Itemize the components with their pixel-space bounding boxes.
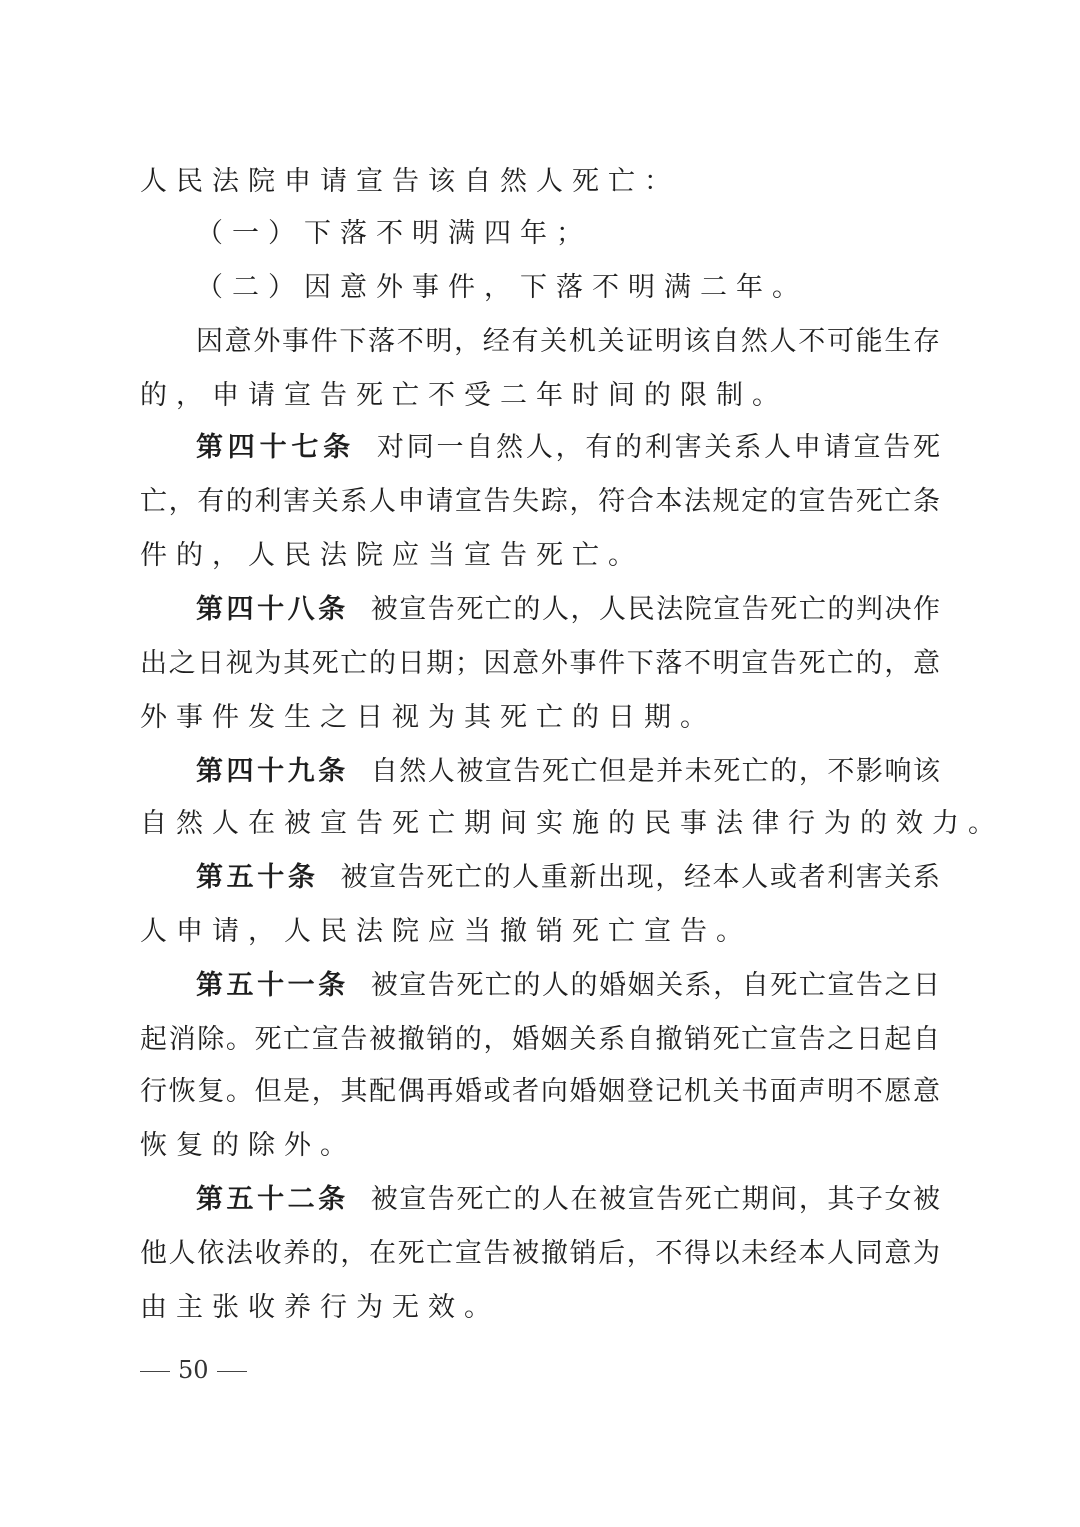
article-text: 被宣告死亡的人的婚姻关系，自死亡宣告之日: [370, 970, 941, 1001]
article-number: 第四十七条: [196, 432, 355, 463]
article-number: 第五十条: [196, 862, 319, 893]
article-text: 被宣告死亡的人重新出现，经本人或者利害关系: [340, 862, 940, 893]
article-text: 对同一自然人，有的利害关系人申请宣告死: [376, 432, 941, 463]
article-line: [196, 858, 940, 898]
article-line: [196, 428, 940, 468]
text-line: 人民法院申请宣告该自然人死亡：: [140, 166, 680, 197]
text-line: 人申请，人民法院应当撤销死亡宣告。: [140, 916, 752, 947]
text-line: 起消除。死亡宣告被撤销的，婚姻关系自撤销死亡宣告之日起自: [140, 1024, 940, 1055]
text-line: 的，申请宣告死亡不受二年时间的限制。: [140, 380, 788, 411]
footer-dash-left: [140, 1371, 170, 1372]
footer-dash-right: [217, 1371, 247, 1372]
text-line: 行恢复。但是，其配偶再婚或者向婚姻登记机关书面声明不愿意: [140, 1076, 940, 1107]
article-line: [196, 590, 940, 630]
article-line: [196, 1180, 940, 1220]
article-number: 第四十九条: [196, 756, 349, 787]
text-line: 亡，有的利害关系人申请宣告失踪，符合本法规定的宣告死亡条: [140, 486, 940, 517]
article-text: 被宣告死亡的人在被宣告死亡期间，其子女被: [370, 1184, 941, 1215]
text-line: 他人依法收养的，在死亡宣告被撤销后，不得以未经本人同意为: [140, 1238, 940, 1269]
text-line: （二）因意外事件，下落不明满二年。: [196, 272, 808, 303]
text-line: 由主张收养行为无效。: [140, 1292, 500, 1323]
article-text: 被宣告死亡的人，人民法院宣告死亡的判决作: [370, 594, 941, 625]
text-line: 自然人在被宣告死亡期间实施的民事法律行为的效力。: [140, 808, 1004, 839]
article-text: 自然人被宣告死亡但是并未死亡的，不影响该: [370, 756, 941, 787]
page-number: 50: [178, 1356, 209, 1384]
article-line: [196, 966, 940, 1006]
article-number: 第四十八条: [196, 594, 349, 625]
article-number: 第五十一条: [196, 970, 349, 1001]
text-line: 件的，人民法院应当宣告死亡。: [140, 540, 644, 571]
text-line: （一）下落不明满四年；: [196, 218, 592, 249]
text-line: 出之日视为其死亡的日期；因意外事件下落不明宣告死亡的，意: [140, 648, 940, 679]
article-number: 第五十二条: [196, 1184, 349, 1215]
page-footer: [140, 1350, 247, 1390]
text-line: 因意外事件下落不明，经有关机关证明该自然人不可能生存: [196, 326, 940, 357]
article-line: [196, 752, 940, 792]
text-line: 恢复的除外。: [140, 1130, 356, 1161]
text-line: 外事件发生之日视为其死亡的日期。: [140, 702, 716, 733]
